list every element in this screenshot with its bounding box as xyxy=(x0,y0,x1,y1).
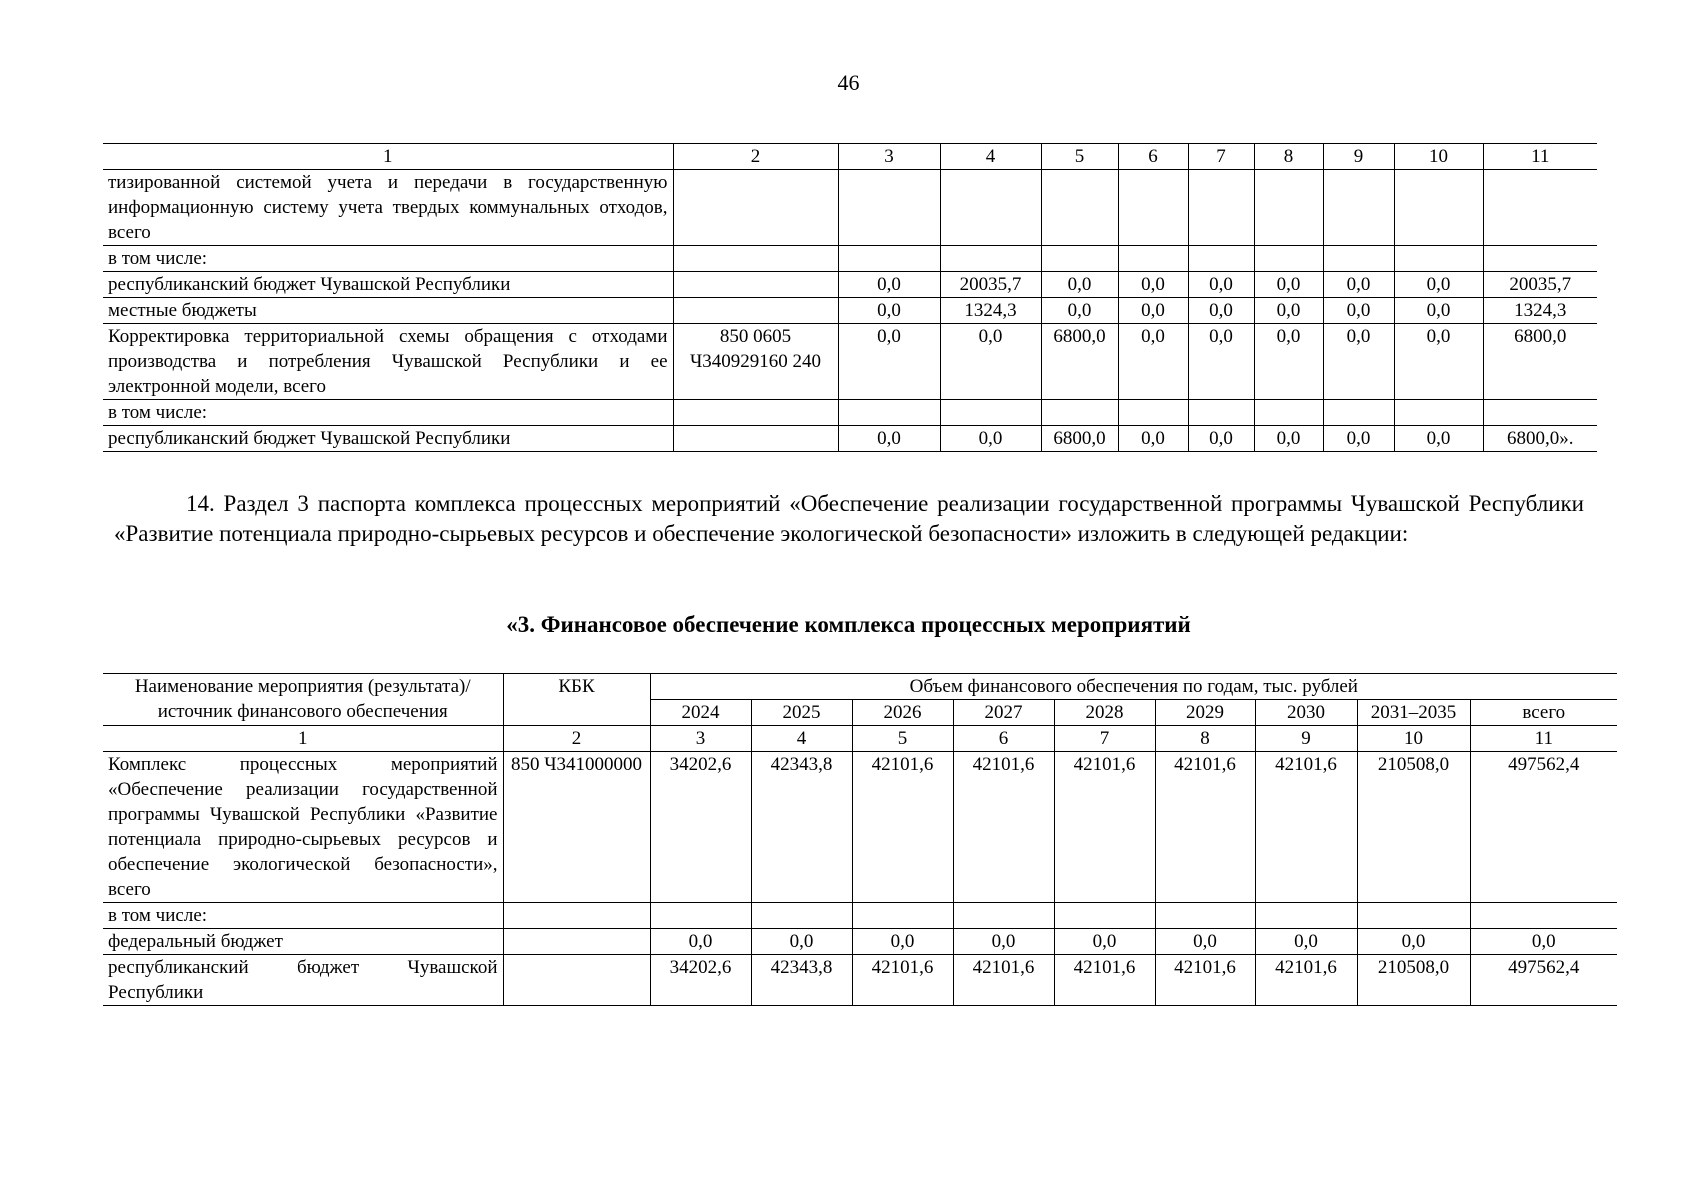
column-number: 3 xyxy=(650,726,751,752)
column-number: 7 xyxy=(1054,726,1155,752)
column-numbers-row xyxy=(103,726,1617,752)
value-cell: 0,0 xyxy=(1323,272,1394,298)
value-cell: 1324,3 xyxy=(1483,298,1597,324)
column-number: 2 xyxy=(673,144,838,170)
value-cell: 0,0 xyxy=(1254,426,1323,452)
column-number: 4 xyxy=(751,726,852,752)
column-number: 1 xyxy=(103,144,673,170)
value-cell xyxy=(1483,246,1597,272)
value-cell: 0,0 xyxy=(1054,929,1155,955)
value-cell: 0,0 xyxy=(1041,272,1118,298)
value-cell xyxy=(940,246,1041,272)
table-row xyxy=(103,400,1597,426)
column-number: 8 xyxy=(1254,144,1323,170)
row-name: Комплекс процессных мероприятий «Обеспечение реализации государственной программы Чувашской Республики «Развитие потенциала природно-сырьевых ресурсов и обеспечение экологической безопасности», всего xyxy=(103,752,503,903)
row-kbk xyxy=(673,400,838,426)
value-cell: 0,0 xyxy=(940,426,1041,452)
value-cell: 0,0 xyxy=(1254,324,1323,400)
value-cell xyxy=(1323,400,1394,426)
table-row xyxy=(103,955,1617,1006)
value-cell xyxy=(1118,400,1188,426)
value-cell xyxy=(1041,246,1118,272)
value-cell: 0,0 xyxy=(1118,426,1188,452)
table-row xyxy=(103,903,1617,929)
value-cell: 0,0 xyxy=(650,929,751,955)
year-header: 2024 xyxy=(650,700,751,726)
value-cell: 0,0 xyxy=(1188,426,1254,452)
value-cell xyxy=(1394,400,1483,426)
value-cell: 0,0 xyxy=(1041,298,1118,324)
value-cell xyxy=(1041,170,1118,246)
column-number: 5 xyxy=(852,726,953,752)
value-cell: 0,0 xyxy=(751,929,852,955)
value-cell: 42101,6 xyxy=(953,752,1054,903)
value-cell: 497562,4 xyxy=(1470,955,1617,1006)
value-cell xyxy=(940,170,1041,246)
value-cell: 0,0 xyxy=(1394,298,1483,324)
value-cell xyxy=(1188,400,1254,426)
value-cell xyxy=(1470,903,1617,929)
value-cell: 210508,0 xyxy=(1357,752,1470,903)
value-cell xyxy=(1254,400,1323,426)
value-cell xyxy=(1254,170,1323,246)
value-cell: 0,0 xyxy=(852,929,953,955)
value-cell: 6800,0 xyxy=(1483,324,1597,400)
value-cell: 0,0 xyxy=(1118,298,1188,324)
column-number: 1 xyxy=(103,726,503,752)
value-cell xyxy=(1188,170,1254,246)
value-cell: 0,0 xyxy=(838,324,940,400)
value-cell xyxy=(1323,246,1394,272)
table-row xyxy=(103,170,1597,246)
table-header-row xyxy=(103,674,1617,700)
financing-table xyxy=(103,673,1617,1006)
table-row xyxy=(103,929,1617,955)
value-cell: 42343,8 xyxy=(751,752,852,903)
column-header-name: Наименование мероприятия (результата)/источник финансового обеспечения xyxy=(103,674,503,726)
value-cell: 0,0 xyxy=(1188,324,1254,400)
value-cell xyxy=(1357,903,1470,929)
value-cell: 0,0 xyxy=(1188,272,1254,298)
value-cell: 0,0 xyxy=(1470,929,1617,955)
value-cell xyxy=(838,400,940,426)
column-number: 6 xyxy=(953,726,1054,752)
value-cell xyxy=(1155,903,1255,929)
value-cell: 42101,6 xyxy=(1155,752,1255,903)
row-name: республиканский бюджет Чувашской Республики xyxy=(103,955,503,1006)
value-cell: 0,0 xyxy=(1323,298,1394,324)
table-row xyxy=(103,426,1597,452)
value-cell xyxy=(1323,170,1394,246)
column-number: 5 xyxy=(1041,144,1118,170)
value-cell xyxy=(1188,246,1254,272)
value-cell: 6800,0 xyxy=(1041,324,1118,400)
row-name: тизированной системой учета и передачи в государственную информационную систему учета твердых коммунальных отходов, всего xyxy=(103,170,673,246)
table-row xyxy=(103,272,1597,298)
value-cell: 1324,3 xyxy=(940,298,1041,324)
value-cell xyxy=(1483,170,1597,246)
row-kbk xyxy=(673,246,838,272)
row-name: федеральный бюджет xyxy=(103,929,503,955)
value-cell xyxy=(1118,170,1188,246)
value-cell xyxy=(751,903,852,929)
value-cell xyxy=(838,170,940,246)
value-cell: 0,0 xyxy=(1394,426,1483,452)
value-cell: 42101,6 xyxy=(1255,955,1357,1006)
row-name: в том числе: xyxy=(103,903,503,929)
column-number: 6 xyxy=(1118,144,1188,170)
amendment-paragraph: 14. Раздел 3 паспорта комплекса процессных мероприятий «Обеспечение реализации государственной программы Чувашской Республики «Развитие потенциала природно-сырьевых ресурсов и обеспечение экологической безопасности» изложить в следующей редакции: xyxy=(114,491,1584,546)
value-cell: 0,0 xyxy=(1394,272,1483,298)
year-header: всего xyxy=(1470,700,1617,726)
value-cell: 0,0 xyxy=(953,929,1054,955)
value-cell: 42101,6 xyxy=(852,955,953,1006)
value-cell xyxy=(1394,170,1483,246)
column-number: 4 xyxy=(940,144,1041,170)
row-name: местные бюджеты xyxy=(103,298,673,324)
value-cell: 0,0 xyxy=(1323,426,1394,452)
value-cell: 42101,6 xyxy=(1155,955,1255,1006)
row-kbk xyxy=(673,272,838,298)
row-name: республиканский бюджет Чувашской Республики xyxy=(103,272,673,298)
row-kbk xyxy=(673,170,838,246)
value-cell xyxy=(940,400,1041,426)
value-cell: 20035,7 xyxy=(940,272,1041,298)
row-kbk xyxy=(503,929,650,955)
column-number: 9 xyxy=(1323,144,1394,170)
column-group-header: Объем финансового обеспечения по годам, тыс. рублей xyxy=(650,674,1617,700)
column-number: 7 xyxy=(1188,144,1254,170)
value-cell: 0,0 xyxy=(1188,298,1254,324)
row-kbk xyxy=(673,426,838,452)
value-cell xyxy=(953,903,1054,929)
value-cell: 42101,6 xyxy=(1054,955,1155,1006)
row-kbk: 850 Ч341000000 xyxy=(503,752,650,903)
column-number: 3 xyxy=(838,144,940,170)
value-cell xyxy=(1118,246,1188,272)
year-header: 2026 xyxy=(852,700,953,726)
column-numbers-row xyxy=(103,144,1597,170)
value-cell: 42101,6 xyxy=(1054,752,1155,903)
value-cell: 0,0 xyxy=(1118,272,1188,298)
value-cell: 0,0 xyxy=(838,272,940,298)
value-cell: 34202,6 xyxy=(650,955,751,1006)
column-number: 11 xyxy=(1483,144,1597,170)
value-cell: 0,0 xyxy=(1254,272,1323,298)
value-cell: 497562,4 xyxy=(1470,752,1617,903)
value-cell: 0,0 xyxy=(1155,929,1255,955)
year-header: 2025 xyxy=(751,700,852,726)
value-cell: 0,0 xyxy=(1394,324,1483,400)
table-row xyxy=(103,298,1597,324)
value-cell: 0,0 xyxy=(1357,929,1470,955)
row-name: республиканский бюджет Чувашской Республики xyxy=(103,426,673,452)
column-number: 10 xyxy=(1394,144,1483,170)
value-cell: 0,0 xyxy=(838,426,940,452)
column-number: 11 xyxy=(1470,726,1617,752)
column-number: 2 xyxy=(503,726,650,752)
value-cell xyxy=(1394,246,1483,272)
column-number: 10 xyxy=(1357,726,1470,752)
value-cell: 0,0 xyxy=(1118,324,1188,400)
value-cell xyxy=(650,903,751,929)
row-kbk xyxy=(503,955,650,1006)
table-row xyxy=(103,246,1597,272)
value-cell xyxy=(1254,246,1323,272)
table-row xyxy=(103,752,1617,903)
value-cell: 42343,8 xyxy=(751,955,852,1006)
table-row xyxy=(103,324,1597,400)
year-header: 2027 xyxy=(953,700,1054,726)
value-cell: 0,0 xyxy=(838,298,940,324)
row-name: Корректировка территориальной схемы обращения с отходами производства и потребления Чувашской Республики и ее электронной модели, всего xyxy=(103,324,673,400)
value-cell xyxy=(1054,903,1155,929)
value-cell: 0,0 xyxy=(1254,298,1323,324)
value-cell: 6800,0». xyxy=(1483,426,1597,452)
value-cell xyxy=(1041,400,1118,426)
row-kbk xyxy=(503,903,650,929)
year-header: 2028 xyxy=(1054,700,1155,726)
value-cell: 42101,6 xyxy=(852,752,953,903)
value-cell: 0,0 xyxy=(1255,929,1357,955)
value-cell: 210508,0 xyxy=(1357,955,1470,1006)
row-name: в том числе: xyxy=(103,246,673,272)
value-cell: 0,0 xyxy=(940,324,1041,400)
value-cell: 6800,0 xyxy=(1041,426,1118,452)
column-header-kbk: КБК xyxy=(503,674,650,726)
continuation-table xyxy=(103,143,1597,452)
column-number: 9 xyxy=(1255,726,1357,752)
section-title: «3. Финансовое обеспечение комплекса процессных мероприятий xyxy=(506,612,1191,637)
year-header: 2030 xyxy=(1255,700,1357,726)
column-number: 8 xyxy=(1155,726,1255,752)
value-cell: 42101,6 xyxy=(1255,752,1357,903)
value-cell: 42101,6 xyxy=(953,955,1054,1006)
value-cell xyxy=(838,246,940,272)
row-kbk xyxy=(673,298,838,324)
value-cell: 20035,7 xyxy=(1483,272,1597,298)
value-cell: 34202,6 xyxy=(650,752,751,903)
value-cell xyxy=(1255,903,1357,929)
value-cell: 0,0 xyxy=(1323,324,1394,400)
value-cell xyxy=(852,903,953,929)
year-header: 2031–2035 xyxy=(1357,700,1470,726)
row-name: в том числе: xyxy=(103,400,673,426)
year-header: 2029 xyxy=(1155,700,1255,726)
row-kbk: 850 0605 Ч340929160 240 xyxy=(673,324,838,400)
value-cell xyxy=(1483,400,1597,426)
page-number: 46 xyxy=(837,70,860,95)
